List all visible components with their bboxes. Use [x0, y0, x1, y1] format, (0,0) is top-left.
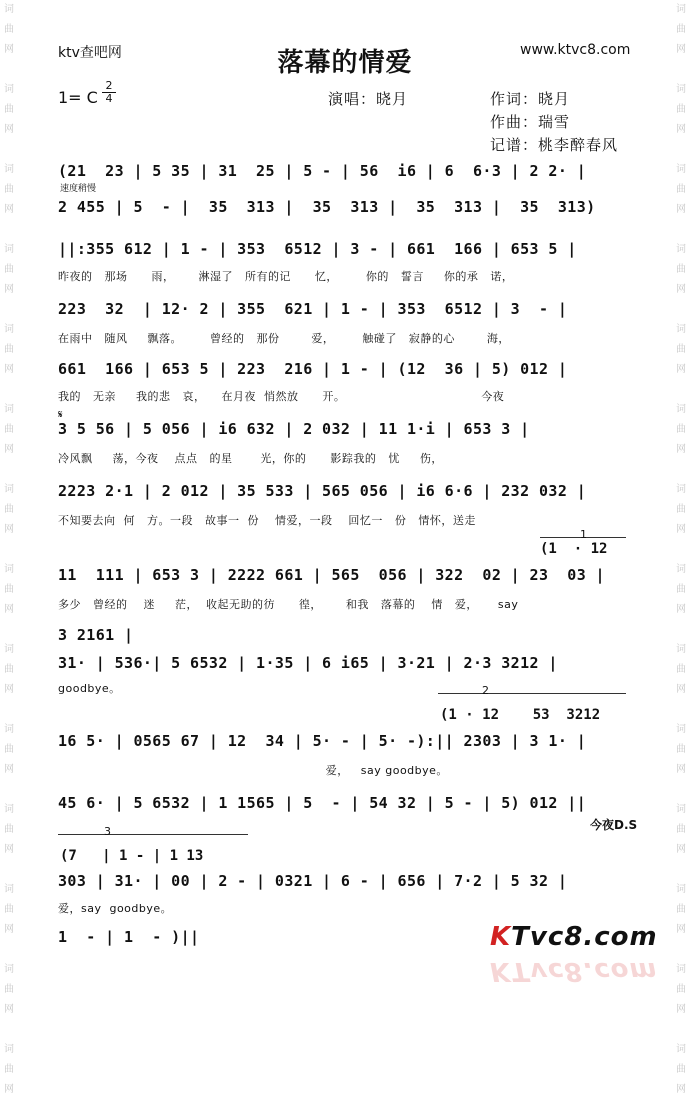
lyrics-row-3: 昨夜的 那场 雨， 淋湿了 所有的记 忆， 你的 誓言 你的承 诺， — [58, 270, 514, 283]
ending-1-notes: (1 · 12 — [540, 541, 608, 557]
score-row-3: ||:355 612 | 1 - | 353 6512 | 3 - | 661 166 | 653 5 | — [58, 240, 577, 258]
ending-2-number: 2 — [482, 684, 489, 697]
transcriber-credit: 记谱：桃李醉春风 — [490, 136, 619, 154]
score-row-12: 45 6· | 5 6532 | 1 1565 | 5 - | 54 32 | 5 - | 5) 012 || — [58, 794, 587, 812]
score-row-6: 3 5 56 | 5 056 | i6 632 | 2 032 | 11 1·i | 653 3 | — [58, 420, 530, 438]
time-signature-bottom: 4 — [105, 92, 113, 105]
triplet-number: 3 — [104, 825, 111, 838]
triplet-bracket — [58, 834, 248, 835]
song-title: 落幕的情爱 — [277, 48, 413, 78]
score-row-10: 31· | 536·| 5 6532 | 1·35 | 6 i65 | 3·21 | 2·3 3212 | — [58, 654, 558, 672]
singer-credit: 演唱：晓月 — [328, 90, 409, 108]
dal-segno-mark: 今夜D.S — [590, 818, 638, 832]
score-row-7: 2223 2·1 | 2 012 | 35 533 | 565 056 | i6 6·6 | 232 032 | — [58, 482, 587, 500]
time-signature-top: 2 — [102, 80, 116, 93]
score-row-13: 303 | 31· | 00 | 2 - | 0321 | 6 - | 656 | 7·2 | 5 32 | — [58, 872, 568, 890]
logo-text: Tvc8.com — [511, 922, 658, 952]
time-signature — [102, 80, 116, 105]
lyrics-row-10: goodbye。 — [58, 682, 121, 695]
lyrics-row-6: 冷风飘 荡，今夜 点点 的星 光，你的 影踪我的 忧 伤， — [58, 452, 443, 465]
score-row-5: 661 166 | 653 5 | 223 216 | 1 - | (12 36 | 5) 012 | — [58, 360, 568, 378]
ktvc8-logo — [490, 922, 658, 956]
logo-reflection-text: Tvc8.com — [511, 956, 658, 986]
lyrics-row-4: 在雨中 随风 飘落。 曾经的 那份 爱， 触碰了 寂静的心 海， — [58, 332, 510, 345]
composer-credit: 作曲：瑞雪 — [490, 113, 571, 131]
lyrics-row-11: 爱， say goodbye。 — [58, 764, 448, 777]
watermark-right: 词 曲 网 词 曲 网 词 曲 网 词 曲 网 词 曲 网 词 曲 网 词 曲 网 词 曲 网 词 曲 网 词 曲 网 词 曲 网 词 曲 网 词 曲 网 词 曲 网 — [676, 4, 686, 1095]
lyricist-credit: 作词：晓月 — [490, 90, 571, 108]
score-row-14: 1 - | 1 - )|| — [58, 928, 200, 946]
watermark-left: 词 曲 网 词 曲 网 词 曲 网 词 曲 网 词 曲 网 词 曲 网 词 曲 网 词 曲 网 词 曲 网 词 曲 网 词 曲 网 词 曲 网 词 曲 网 词 曲 网 — [4, 4, 14, 1095]
logo-k: K — [490, 922, 512, 952]
lyrics-row-8: 多少 曾经的 迷 茫， 收起无助的彷 徨， 和我 落幕的 情 爱， say — [58, 598, 519, 611]
ending-2-notes: (1 · 12 53 3212 — [440, 707, 601, 723]
score-row-2: 2 455 | 5 - | 35 313 | 35 313 | 35 313 | 35 313) — [58, 198, 596, 216]
score-row-11: 16 5· | 0565 67 | 12 34 | 5· - | 5· -):|| 2303 | 3 1· | — [58, 732, 587, 750]
score-row-9: 3 2161 | — [58, 626, 134, 644]
score-row-1: (21 23 | 5 35 | 31 25 | 5 - | 56 i6 | 6 6·3 | 2 2· | — [58, 162, 587, 180]
site-name-left: ktv查吧网 — [58, 45, 122, 61]
ktvc8-logo-reflection — [490, 956, 658, 986]
triplet-notes: (7 | 1 - | 1 13 — [60, 848, 204, 864]
segno-mark: 𝄋 — [58, 408, 63, 421]
lyrics-row-5: 我的 无亲 我的悲 哀， 在月夜 悄然放 开。 今夜 — [58, 390, 505, 403]
score-row-4: 223 32 | 12· 2 | 355 621 | 1 - | 353 6512 | 3 - | — [58, 300, 568, 318]
key-signature: 1= C — [58, 88, 98, 107]
site-url-right: www.ktvc8.com — [520, 42, 631, 58]
logo-reflection-k: K — [490, 956, 512, 986]
score-row-8: 11 111 | 653 3 | 2222 661 | 565 056 | 322 02 | 23 03 | — [58, 566, 605, 584]
lyrics-row-13: 爱，say goodbye。 — [58, 902, 173, 915]
lyrics-row-7: 不知要去向 何 方。一段 故事一 份 情爱，一段 回忆一 份 情怀，送走 — [58, 514, 476, 527]
ending-1-number: 1 — [580, 528, 587, 541]
tempo-marking: 速度稍慢 — [60, 184, 97, 194]
